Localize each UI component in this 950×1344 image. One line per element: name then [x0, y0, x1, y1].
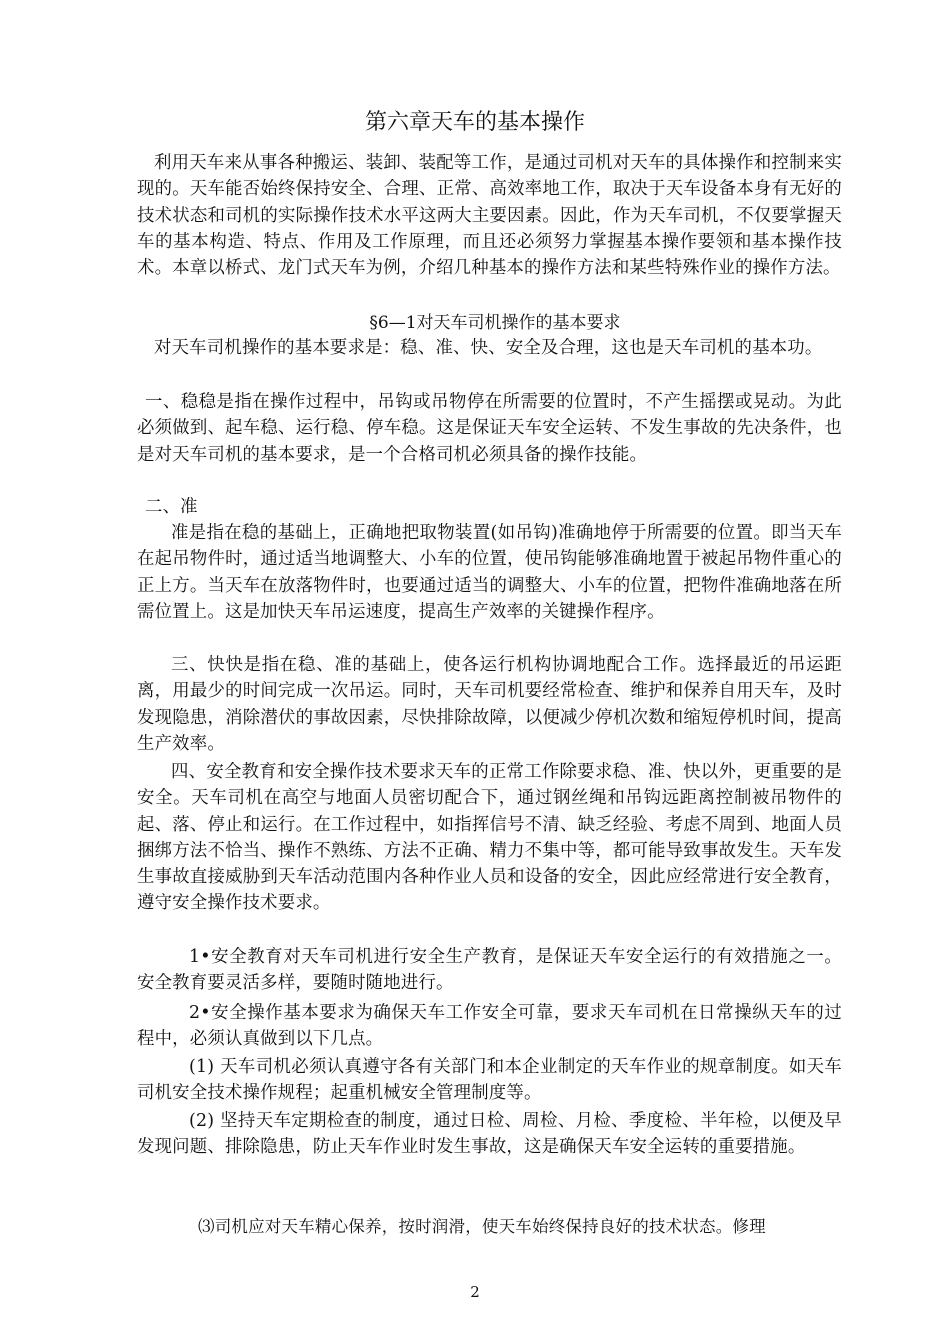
list-item-2: (2) 坚持天车定期检查的制度，通过日检、周检、月检、季度检、半年检，以便及早发现问题、排除隐患，防止天车作业时发生事故，这是确保天车安全运转的重要措施。 [137, 1111, 842, 1158]
paragraph-basic-requirements: 对天车司机操作的基本要求是：稳、准、快、安全及合理，这也是天车司机的基本功。 [154, 338, 823, 358]
paragraph-safety-operation: 2•安全操作基本要求为确保天车工作安全可靠，要求天车司机在日常操纵天车的过程中，必须认真做到以下几点。 [137, 1003, 842, 1050]
section-title: §6—1对天车司机操作的基本要求 [369, 313, 621, 333]
list-item-1: (1) 天车司机必须认真遵守各有关部门和本企业制定的天车作业的规章制度。如天车司机安全技术操作规程；起重机械安全管理制度等。 [137, 1057, 842, 1104]
paragraph-safety-education: 1•安全教育对天车司机进行安全生产教育，是保证天车安全运行的有效措施之一。安全教育要灵活多样，要随时随地进行。 [137, 947, 842, 994]
page-number: 2 [470, 1283, 480, 1301]
paragraph-safety: 四、安全教育和安全操作技术要求天车的正常工作除要求稳、准、快以外，更重要的是安全。天车司机在高空与地面人员密切配合下，通过钢丝绳和吊钩远距离控制被吊物件的起、落、停止和运行。在工作过程中，如指挥信号不清、缺乏经验、考虑不周到、地面人员捆绑方法不恰当、操作不熟练、方法不正确、精力不集中等，都可能导致事故发生。天车发生事故直接威胁到天车活动范围内各种作业人员和设备的安全，因此应经常进行安全教育，遵守安全操作技术要求。 [137, 762, 842, 914]
paragraph-steady: 一、稳稳是指在操作过程中，吊钩或吊物停在所需要的位置时，不产生摇摆或晃动。为此必须做到、起车稳、运行稳、停车稳。这是保证天车安全运转、不发生事故的先决条件，也是对天车司机的基本要求，是一个合格司机必须具备的操作技能。 [137, 392, 842, 465]
heading-accurate: 二、准 [145, 497, 198, 517]
intro-paragraph: 利用天车来从事各种搬运、装卸、装配等工作，是通过司机对天车的具体操作和控制来实现的。天车能否始终保持安全、合理、正常、高效率地工作，取决于天车设备本身有无好的技术状态和司机的实际操作技术水平这两大主要因素。因此，作为天车司机，不仅要掌握天车的基本构造、特点、作用及工作原理，而且还必须努力掌握基本操作要领和基本操作技术。本章以桥式、龙门式天车为例，介绍几种基本的操作方法和某些特殊作业的操作方法。 [137, 153, 842, 279]
list-item-3: ⑶司机应对天车精心保养，按时润滑，使天车始终保持良好的技术状态。修理 [198, 1217, 766, 1236]
paragraph-fast: 三、快快是指在稳、准的基础上，使各运行机构协调地配合工作。选择最近的吊运距离，用最少的时间完成一次吊运。同时，天车司机要经常检查、维护和保养自用天车，及时发现隐患，消除潜伏的事故因素，尽快排除故障，以便减少停机次数和缩短停机时间，提高生产效率。 [137, 655, 842, 754]
chapter-title: 第六章天车的基本操作 [364, 110, 585, 135]
paragraph-accurate: 准是指在稳的基础上，正确地把取物装置(如吊钩)准确地停于所需要的位置。即当天车在起吊物件时，通过适当地调整大、小车的位置，使吊钩能够准确地置于被起吊物件重心的正上方。当天车在放落物件时，也要通过适当的调整大、小车的位置，把物件准确地落在所需位置上。这是加快天车吊运速度，提高生产效率的关键操作程序。 [137, 523, 842, 622]
